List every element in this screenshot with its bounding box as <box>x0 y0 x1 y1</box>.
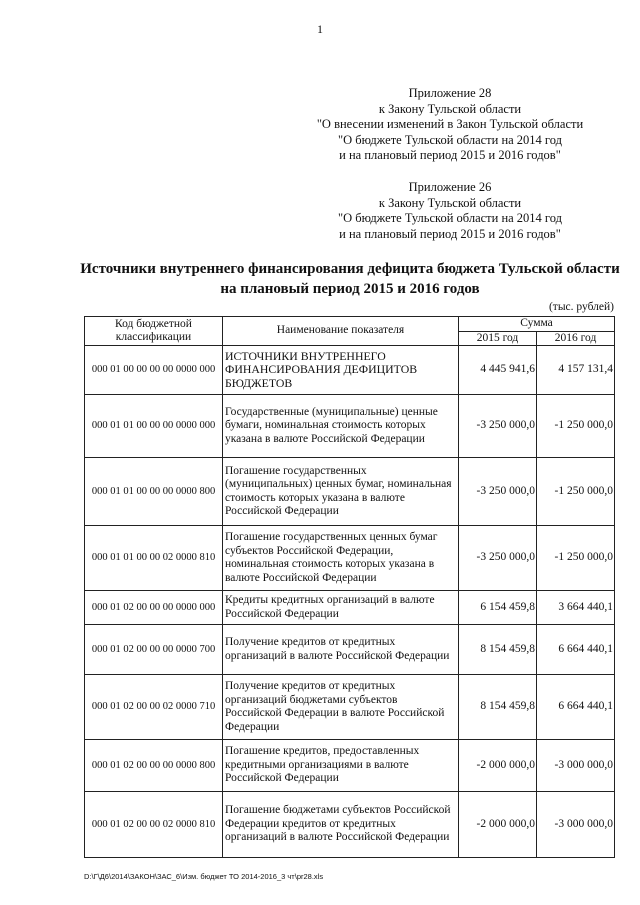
table-row <box>85 458 615 526</box>
row-code: 000 01 02 00 00 00 0000 700 <box>85 625 223 675</box>
header-code: Код бюджетной классификации <box>85 317 223 346</box>
appendix-line: Приложение 26 <box>408 180 492 194</box>
appendix-line: Приложение 28 <box>408 86 492 100</box>
table-row <box>85 395 615 458</box>
table-row <box>85 625 615 675</box>
row-code: 000 01 02 00 00 00 0000 800 <box>85 740 223 792</box>
table-row <box>85 346 615 395</box>
row-value-2016: -1 250 000,0 <box>537 526 615 591</box>
row-name: Получение кредитов от кредитных организаций в валюте Российской Федерации <box>223 625 459 675</box>
page-number: 1 <box>317 22 323 36</box>
row-name: Погашение кредитов, предоставленных кредитными организациями в валюте Российской Федерации <box>223 740 459 792</box>
row-code: 000 01 02 00 00 02 0000 710 <box>85 675 223 740</box>
row-code: 000 01 01 00 00 02 0000 810 <box>85 526 223 591</box>
header-name: Наименование показателя <box>223 317 459 346</box>
units-note: (тыс. рублей) <box>548 301 614 313</box>
appendix-line: к Закону Тульской области <box>378 195 522 210</box>
table-row <box>85 526 615 591</box>
document-title <box>60 259 640 299</box>
appendix-line: и на плановый период 2015 и 2016 годов" <box>339 226 561 241</box>
row-name: Погашение государственных ценных бумаг субъектов Российской Федерации, номинальная стоимость которых указана в валюте Российской Федерации <box>223 526 459 591</box>
row-code: 000 01 02 00 00 02 0000 810 <box>85 792 223 858</box>
row-value-2016: -1 250 000,0 <box>537 458 615 526</box>
row-value-2016: -1 250 000,0 <box>537 395 615 458</box>
header-sum: Сумма <box>459 317 615 332</box>
row-value-2015: 8 154 459,8 <box>459 625 537 675</box>
row-value-2015: -2 000 000,0 <box>459 740 537 792</box>
header-2015: 2015 год <box>459 331 537 346</box>
row-value-2015: -2 000 000,0 <box>459 792 537 858</box>
row-value-2016: 4 157 131,4 <box>537 346 615 395</box>
row-value-2015: -3 250 000,0 <box>459 458 537 526</box>
row-value-2015: 8 154 459,8 <box>459 675 537 740</box>
appendix-26-header <box>300 180 600 242</box>
appendix-line: "О внесении изменений в Закон Тульской области <box>316 117 584 131</box>
appendix-line: "О бюджете Тульской области на 2014 год <box>338 132 562 147</box>
title-line: на плановый период 2015 и 2016 годов <box>220 281 480 297</box>
table-row <box>85 591 615 625</box>
row-name: Погашение бюджетами субъектов Российской Федерации кредитов от кредитных организаций в валюте Российской Федерации <box>223 792 459 858</box>
row-name: Погашение государственных (муниципальных) ценных бумаг, номинальная стоимость которых указана в валюте Российской Федерации <box>223 458 459 526</box>
header-2016: 2016 год <box>537 331 615 346</box>
row-code: 000 01 02 00 00 00 0000 000 <box>85 591 223 625</box>
table-row <box>85 675 615 740</box>
row-code: 000 01 01 00 00 00 0000 800 <box>85 458 223 526</box>
row-value-2015: 6 154 459,8 <box>459 591 537 625</box>
row-value-2016: 6 664 440,1 <box>537 675 615 740</box>
row-name: Получение кредитов от кредитных организаций бюджетами субъектов Российской Федерации в валюте Российской Федерации <box>223 675 459 740</box>
row-value-2016: -3 000 000,0 <box>537 792 615 858</box>
file-path-footer: D:\Г\Д6\2014\ЗАКОН\ЗАС_6\Изм. бюджет ТО 2014-2016_3 чт\pr28.xls <box>84 872 324 881</box>
table-row <box>85 740 615 792</box>
row-name: Государственные (муниципальные) ценные бумаги, номинальная стоимость которых указана в валюте Российской Федерации <box>223 395 459 458</box>
row-value-2015: -3 250 000,0 <box>459 395 537 458</box>
row-code: 000 01 00 00 00 00 0000 000 <box>85 346 223 395</box>
row-value-2016: 3 664 440,1 <box>537 591 615 625</box>
row-value-2016: -3 000 000,0 <box>537 740 615 792</box>
appendix-line: "О бюджете Тульской области на 2014 год <box>338 211 562 225</box>
title-line: Источники внутреннего финансирования дефицита бюджета Тульской области <box>80 261 620 277</box>
appendix-line: и на плановый период 2015 и 2016 годов" <box>339 148 561 162</box>
table-row <box>85 792 615 858</box>
row-value-2016: 6 664 440,1 <box>537 625 615 675</box>
financing-sources-table <box>84 316 615 858</box>
row-value-2015: 4 445 941,6 <box>459 346 537 395</box>
appendix-28-header <box>300 86 600 164</box>
row-name: Кредиты кредитных организаций в валюте Российской Федерации <box>223 591 459 625</box>
row-value-2015: -3 250 000,0 <box>459 526 537 591</box>
appendix-line: к Закону Тульской области <box>378 101 522 116</box>
row-code: 000 01 01 00 00 00 0000 000 <box>85 395 223 458</box>
row-name: ИСТОЧНИКИ ВНУТРЕННЕГО ФИНАНСИРОВАНИЯ ДЕФИЦИТОВ БЮДЖЕТОВ <box>223 346 459 395</box>
